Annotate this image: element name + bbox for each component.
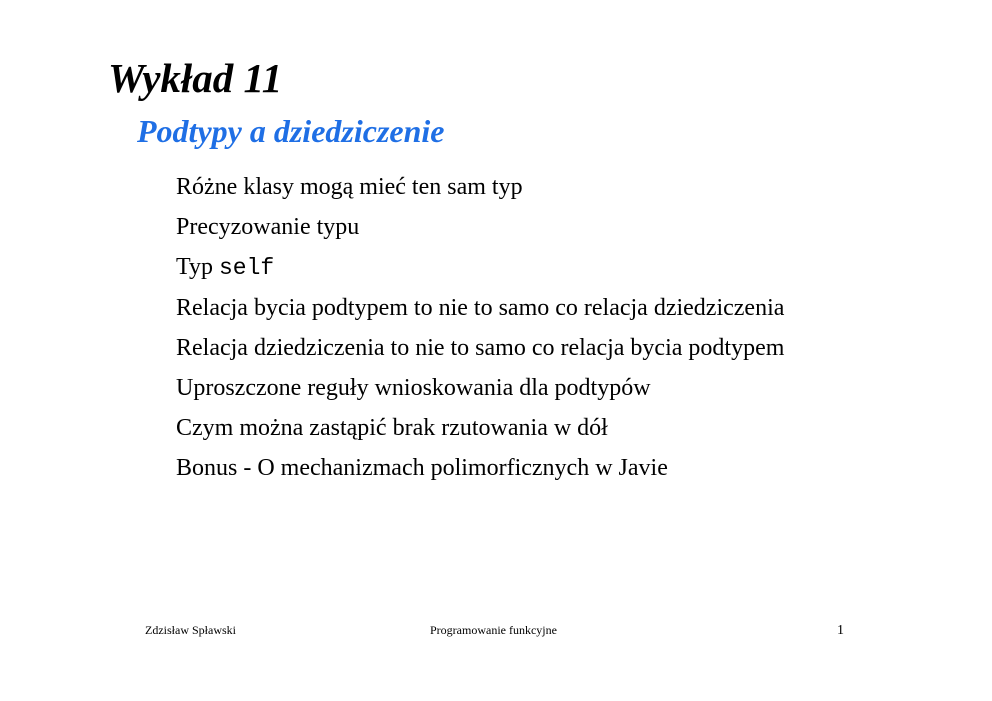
topic-item: [176, 212, 896, 242]
footer-author: Zdzisław Spławski: [145, 623, 236, 637]
topic-item: [176, 333, 896, 363]
topic-text: Relacja bycia podtypem to nie to samo co relacja dziedziczenia: [176, 295, 785, 321]
topic-list: [176, 172, 896, 493]
topic-item: [176, 172, 896, 202]
topic-item: [176, 252, 896, 283]
topic-text: Precyzowanie typu: [176, 214, 360, 240]
topic-text: Bonus - O mechanizmach polimorficznych w Javie: [176, 455, 668, 481]
topic-text: Różne klasy mogą mieć ten sam typ: [176, 174, 523, 200]
topic-text: Relacja dziedziczenia to nie to samo co relacja bycia podtypem: [176, 335, 785, 361]
topic-item: [176, 413, 896, 443]
topic-item: [176, 293, 896, 323]
topic-item: [176, 453, 896, 483]
topic-item: [176, 373, 896, 403]
lecture-title: Wykład 11: [108, 55, 283, 101]
footer-course: Programowanie funkcyjne: [430, 623, 557, 637]
topic-text: Uproszczone reguły wnioskowania dla podtypów: [176, 375, 651, 401]
page-number: 1: [837, 623, 844, 638]
topic-code: self: [218, 255, 275, 281]
topic-text: Typ: [176, 254, 219, 280]
lecture-subtitle: Podtypy a dziedziczenie: [137, 113, 445, 149]
topic-text: Czym można zastąpić brak rzutowania w dół: [176, 415, 608, 441]
